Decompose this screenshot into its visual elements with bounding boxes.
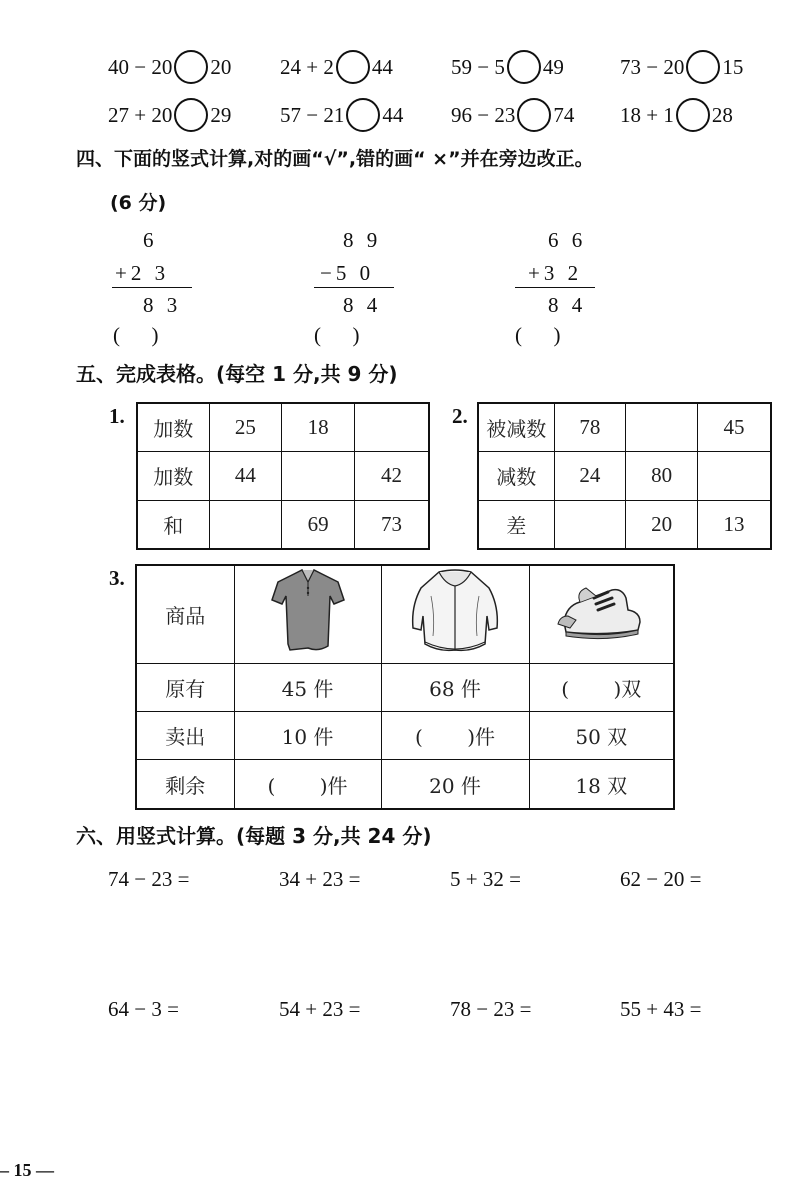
compare-item: 18 + 1 28 <box>620 100 733 134</box>
row-header: 差 <box>478 500 554 549</box>
addition-table <box>136 402 430 550</box>
compare-circle[interactable] <box>346 98 380 132</box>
table-cell: 18 <box>282 403 355 452</box>
calc-item: 5 + 32 = <box>450 867 521 891</box>
table-cell: 24 <box>554 452 626 500</box>
vertical-result: 8 4 <box>548 293 587 317</box>
calc-item: 54 + 23 = <box>279 997 361 1021</box>
section5-title: 五、完成表格。(每空 1 分,共 9 分) <box>76 362 398 386</box>
table-cell-blank[interactable] <box>554 500 626 549</box>
compare-circle[interactable] <box>174 98 208 132</box>
table-cell: 69 <box>282 500 355 549</box>
table-cell: 25 <box>209 403 282 452</box>
table-cell: 78 <box>554 403 626 452</box>
goods-table <box>135 564 675 810</box>
vertical-rule <box>515 287 595 288</box>
table1-label: 1. <box>109 404 125 428</box>
calc-item: 64 − 3 = <box>108 997 179 1021</box>
compare-circle[interactable] <box>174 50 208 84</box>
table-cell-blank[interactable] <box>282 452 355 500</box>
shoes-image-cell <box>529 565 674 663</box>
answer-parentheses[interactable]: ( ) <box>113 323 159 347</box>
table-row <box>478 403 771 452</box>
table-cell: 18 双 <box>529 760 674 809</box>
calc-item: 34 + 23 = <box>279 867 361 891</box>
tshirt-icon <box>268 566 348 656</box>
calc-item: 62 − 20 = <box>620 867 702 891</box>
section4-score: (6 分) <box>110 192 167 214</box>
table-cell-blank[interactable] <box>355 403 429 452</box>
compare-item: 24 + 2 44 <box>280 52 393 86</box>
table-cell-blank[interactable] <box>209 500 282 549</box>
row-header: 加数 <box>137 403 209 452</box>
answer-parentheses[interactable]: ( ) <box>515 323 561 347</box>
compare-circle[interactable] <box>676 98 710 132</box>
table-cell: 50 双 <box>529 711 674 759</box>
table-cell-blank[interactable] <box>626 403 698 452</box>
compare-item: 73 − 20 15 <box>620 52 743 86</box>
row-header: 加数 <box>137 452 209 500</box>
calc-item: 55 + 43 = <box>620 997 702 1021</box>
vertical-rule <box>112 287 192 288</box>
section6-title: 六、用竖式计算。(每题 3 分,共 24 分) <box>76 824 432 848</box>
table-cell-blank[interactable]: ( )件 <box>234 760 381 809</box>
vertical-top: 6 <box>143 228 158 252</box>
table-row <box>478 452 771 500</box>
table-cell: 13 <box>698 500 771 549</box>
calc-item: 74 − 23 = <box>108 867 190 891</box>
table-cell: 68 件 <box>381 663 529 711</box>
row-header: 减数 <box>478 452 554 500</box>
vertical-top: 6 6 <box>548 228 587 252</box>
row-header: 和 <box>137 500 209 549</box>
table-cell: 10 件 <box>234 711 381 759</box>
row-header: 原有 <box>136 663 234 711</box>
table-row <box>136 663 674 711</box>
compare-circle[interactable] <box>507 50 541 84</box>
table-cell-blank[interactable]: ( )件 <box>381 711 529 759</box>
shoes-icon <box>556 576 646 646</box>
vertical-top: 8 9 <box>343 228 382 252</box>
table-cell-blank[interactable]: ( )双 <box>529 663 674 711</box>
jacket-icon <box>405 566 505 656</box>
row-header: 卖出 <box>136 711 234 759</box>
table3-label: 3. <box>109 566 125 590</box>
row-header: 被减数 <box>478 403 554 452</box>
vertical-result: 8 4 <box>343 293 382 317</box>
vertical-operand: −5 0 <box>320 261 375 285</box>
table-row <box>136 760 674 809</box>
vertical-operand: +2 3 <box>115 261 170 285</box>
table-row <box>137 403 429 452</box>
vertical-operand: +3 2 <box>528 261 583 285</box>
subtraction-table <box>477 402 772 550</box>
vertical-result: 8 3 <box>143 293 182 317</box>
compare-item: 59 − 5 49 <box>451 52 564 86</box>
table-cell: 45 件 <box>234 663 381 711</box>
table-row <box>136 565 674 663</box>
table-row <box>478 500 771 549</box>
compare-item: 96 − 23 74 <box>451 100 574 134</box>
table-cell: 44 <box>209 452 282 500</box>
page-number: – 15 — <box>0 1160 54 1180</box>
table-row <box>137 500 429 549</box>
compare-circle[interactable] <box>686 50 720 84</box>
calc-item: 78 − 23 = <box>450 997 532 1021</box>
table-row <box>137 452 429 500</box>
table-cell: 73 <box>355 500 429 549</box>
table-row <box>136 711 674 759</box>
row-header: 商品 <box>136 565 234 663</box>
jacket-image-cell <box>381 565 529 663</box>
tshirt-image-cell <box>234 565 381 663</box>
table-cell: 20 件 <box>381 760 529 809</box>
table-cell: 42 <box>355 452 429 500</box>
table-cell: 20 <box>626 500 698 549</box>
compare-item: 40 − 20 20 <box>108 52 231 86</box>
table-cell: 45 <box>698 403 771 452</box>
table-cell: 80 <box>626 452 698 500</box>
compare-circle[interactable] <box>517 98 551 132</box>
row-header: 剩余 <box>136 760 234 809</box>
compare-item: 57 − 21 44 <box>280 100 403 134</box>
compare-circle[interactable] <box>336 50 370 84</box>
answer-parentheses[interactable]: ( ) <box>314 323 360 347</box>
compare-item: 27 + 20 29 <box>108 100 231 134</box>
table-cell-blank[interactable] <box>698 452 771 500</box>
table2-label: 2. <box>452 404 468 428</box>
vertical-rule <box>314 287 394 288</box>
section4-title: 四、下面的竖式计算,对的画“√”,错的画“ ×”并在旁边改正。 <box>76 148 594 170</box>
